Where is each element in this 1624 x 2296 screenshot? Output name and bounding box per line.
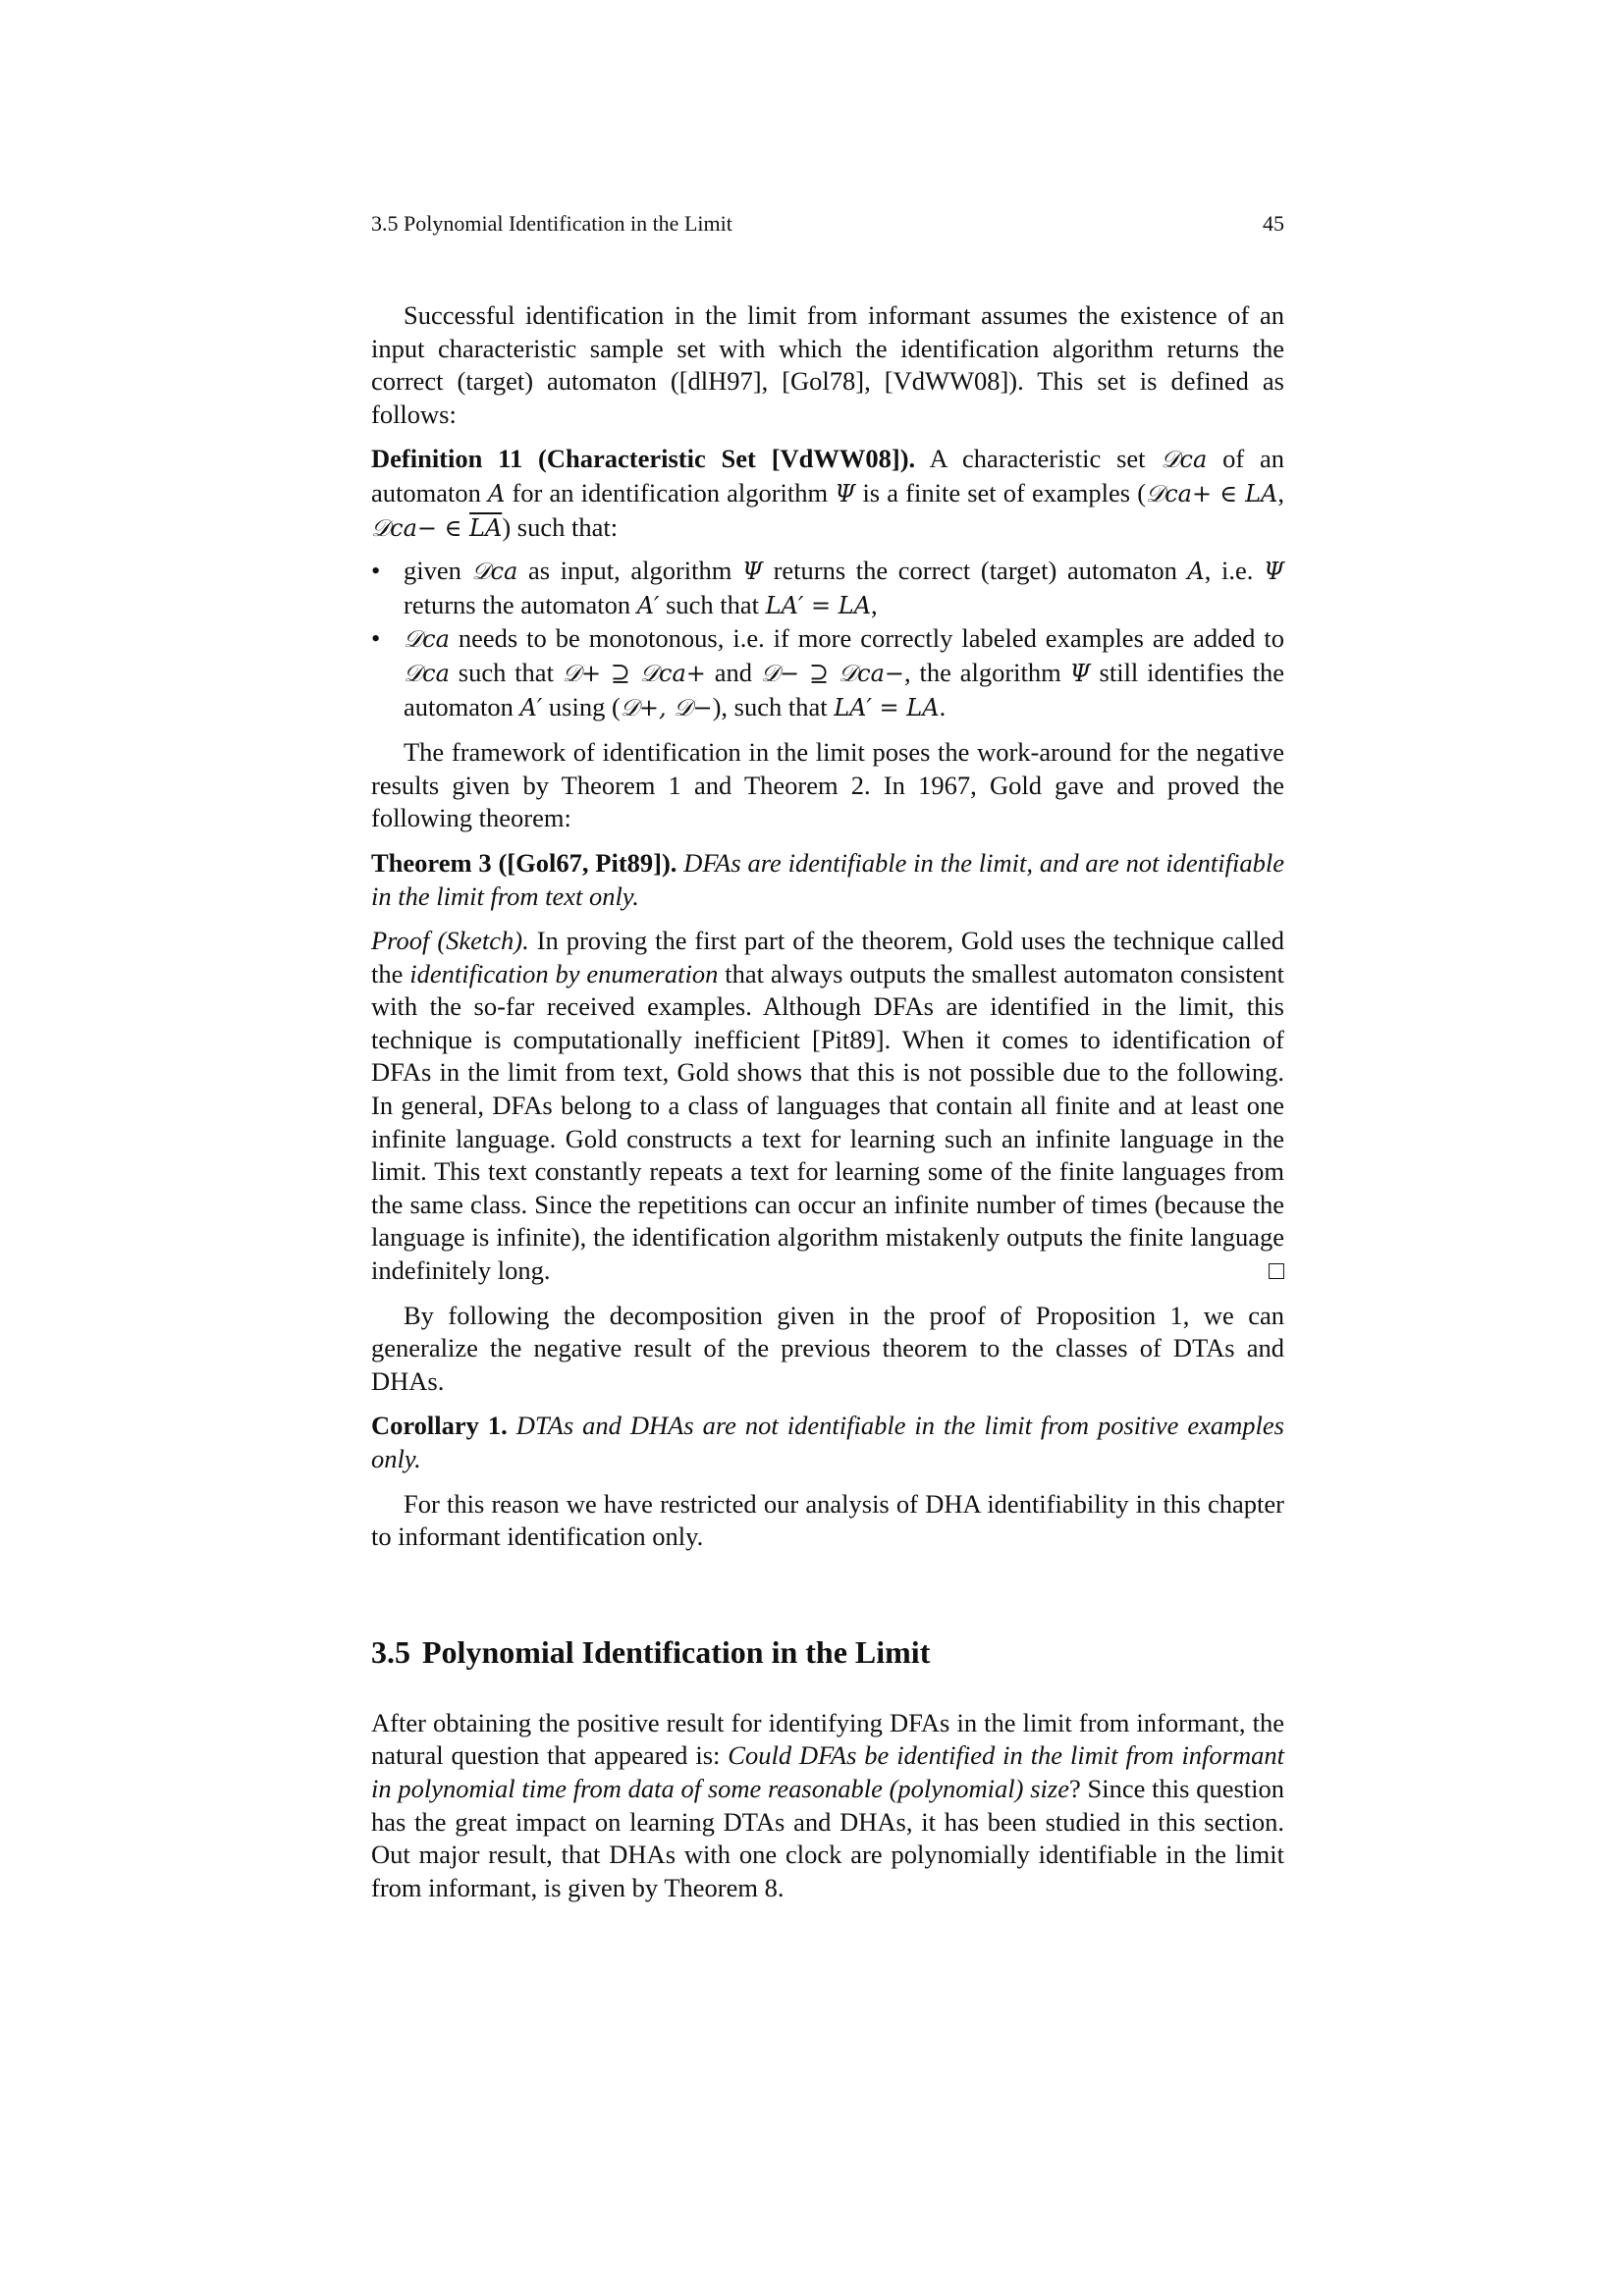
definition-title: Definition 11 (Characteristic Set [VdWW08]). (371, 444, 916, 474)
corollary-body: DTAs and DHAs are not identifiable in the limit from positive examples only. (371, 1411, 1284, 1473)
proof-term: identification by enumeration (409, 958, 719, 988)
proof-paragraph: Proof (Sketch). In proving the first part of the theorem, Gold uses the technique called the identification by enumeration that always outputs the smallest automaton consistent with the so-far received examples. Although DFAs are identified in the limit, this technique is computationally inefficient [Pit89]. When it comes to identification of DFAs in the limit from text, Gold shows that this is not possible due to the following. In general, DFAs belong to a class of languages that contain all finite and at least one infinite language. Gold constructs a text for learning such an infinite language in the limit. This text constantly repeats a text for learning some of the finite languages from the same class. Since the repetitions can occur an infinite number of times (because the language is infinite), the identification algorithm mistakenly outputs the finite language indefinitely long. □ (371, 925, 1284, 1288)
page-number: 45 (1263, 211, 1284, 236)
reason-paragraph: For this reason we have restricted our analysis of DHA identifiability in this chapter to informant identification only. (371, 1488, 1284, 1552)
definition-bullet-list (371, 555, 1284, 724)
bullet-icon: • (371, 623, 381, 654)
theorem-title: Theorem 3 ([Gol67, Pit89]). (371, 847, 677, 878)
corollary-title: Corollary 1. (371, 1411, 508, 1441)
proof-label: Proof (Sketch). (371, 926, 529, 956)
running-header-title: 3.5 Polynomial Identification in the Limit (371, 211, 732, 236)
theorem-paragraph (371, 847, 1284, 913)
list-item: • given 𝒟ca as input, algorithm Ψ returns the correct (target) automaton A, i.e. Ψ returns the automaton A′ such that LA′ = LA, (371, 556, 1284, 619)
intro-paragraph: Successful identification in the limit from informant assumes the existence of an input characteristic sample set with which the identification algorithm returns the correct (target) automaton ([dlH97], [Gol78], [VdWW08]). This set is defined as follows: (371, 300, 1284, 429)
bullet-icon: • (371, 556, 381, 586)
definition-paragraph: Definition 11 (Characteristic Set [VdWW08]). A characteristic set 𝒟ca of an automaton A for an identification algorithm Ψ is a finite set of examples (𝒟ca+ ∈ LA, 𝒟ca− ∈ $\overline{LA}$) such that: (371, 444, 1284, 542)
page-body (371, 202, 1284, 1904)
framework-paragraph: The framework of identification in the limit poses the work-around for the negative results given by Theorem 1 and Theorem 2. In 1967, Gold gave and proved the following theorem: (371, 737, 1284, 833)
decomposition-paragraph: By following the decomposition given in the proof of Proposition 1, we can generalize the negative result of the previous theorem to the classes of DTAs and DHAs. (371, 1300, 1284, 1396)
list-item: • 𝒟ca needs to be monotonous, i.e. if more correctly labeled examples are added to 𝒟ca such that 𝒟+ ⊇ 𝒟ca+ and 𝒟− ⊇ 𝒟ca−, the algorithm Ψ still identifies the automaton A′ using (𝒟+, 𝒟−), such that LA′ = LA. (371, 623, 1284, 721)
section-title: Polynomial Identification in the Limit (422, 1633, 931, 1670)
section-question: Could DFAs be identified in the limit from informant in polynomial time from data of some reasonable (polynomial) size (371, 1740, 1284, 1803)
section-heading (371, 1632, 1284, 1672)
section-intro-paragraph: After obtaining the positive result for identifying DFAs in the limit from informant, the natural question that appeared is: Could DFAs be identified in the limit from informant in polynomial time from data of some reasonable (polynomial) size? Since this question has the great impact on learning DTAs and DHAs, it has been studied in this section. Out major result, that DHAs with one clock are polynomially identifiable in the limit from informant, is given by Theorem 8. (371, 1707, 1285, 1902)
section-number: 3.5 (371, 1633, 410, 1670)
corollary-paragraph (371, 1410, 1284, 1475)
theorem-body: DFAs are identifiable in the limit, and are not identifiable in the limit from text only. (371, 847, 1284, 911)
qed-icon: □ (1268, 1255, 1284, 1286)
